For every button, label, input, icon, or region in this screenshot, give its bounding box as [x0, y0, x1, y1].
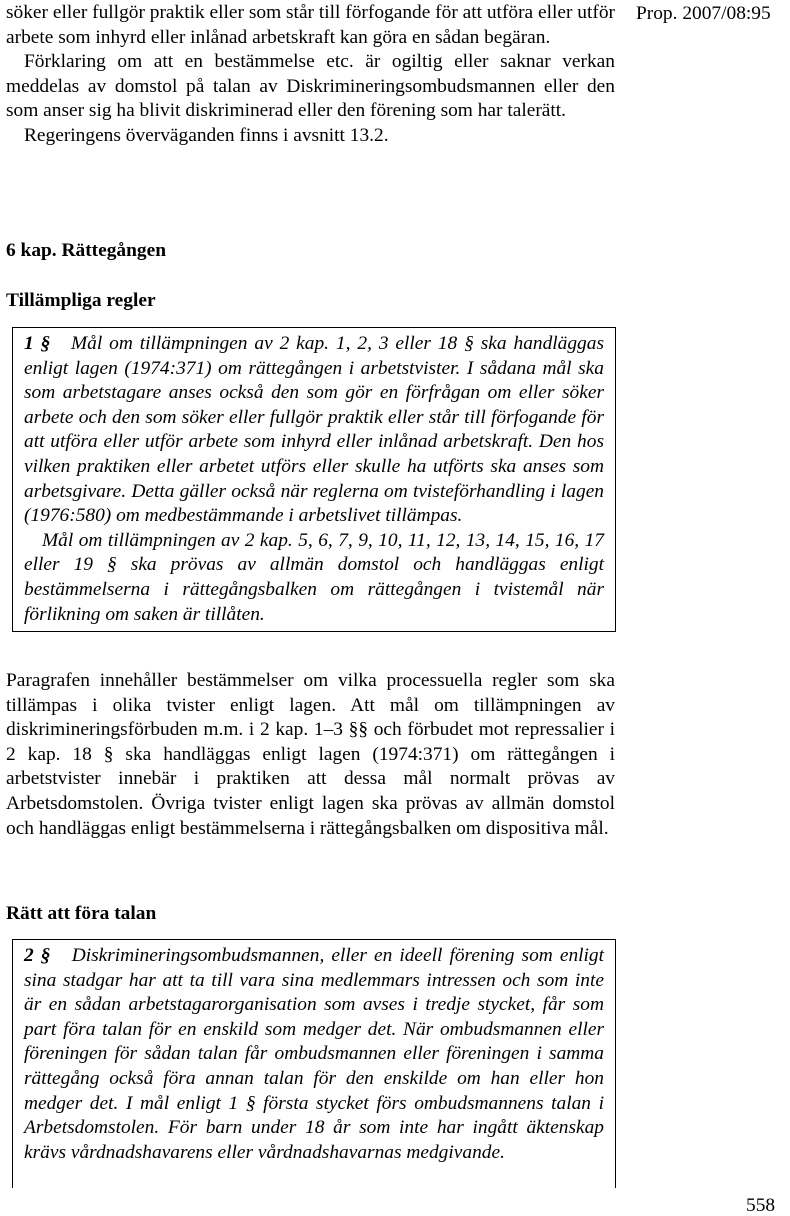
commentary — [6, 669, 615, 841]
intro-paragraph: Förklaring om att en bestämmelse etc. är ogiltig eller saknar verkan meddelas av domstol på talan av Diskrimineringsombudsmannen eller den som anser sig ha blivit diskriminerad eller den förening som har talerätt. — [6, 51, 615, 122]
chapter-title: 6 kap. Rättegången — [6, 240, 166, 261]
section-heading: Tillämpliga regler — [6, 290, 156, 311]
intro-paragraph: söker eller fullgör praktik eller som står till förfogande för att utföra eller utför arbete som inhyrd eller inlånad arbetskraft kan göra en sådan begäran. — [6, 2, 615, 48]
statute-text: Mål om tillämpningen av 2 kap. 1, 2, 3 eller 18 § ska handläggas enligt lagen (1974:371) om rättegången i arbetstvister. I sådana mål ska som arbetstagare anses också den som gör en förfrågan om eller söker arbete och den som söker eller fullgör praktik eller står till förfogande för att utföra eller utför arbete som inhyrd eller inlånad arbetskraft. Den hos vilken praktiken eller arbetet utförs eller skulle ha utförts ska anses som arbetsgivare. Detta gäller också när reglerna om tvisteförhandling i lagen (1976:580) om medbestämmande i arbetslivet tillämpas. — [24, 333, 604, 527]
statute-paragraph — [24, 332, 604, 529]
section-number: 2 § — [24, 945, 51, 966]
document-reference: Prop. 2007/08:95 — [636, 3, 771, 24]
commentary-paragraph: Paragrafen innehåller bestämmelser om vilka processuella regler som ska tillämpas i olika tvister enligt lagen. Att mål om tillämpningen av diskrimineringsförbuden m.m. i 2 kap. 1–3 §§ och förbudet mot repressalier i 2 kap. 18 § ska handläggas enligt lagen (1974:371) om rättegången i arbetstvister innebär i praktiken att dessa mål normalt prövas av Arbetsdomstolen. Övriga tvister enligt lagen ska prövas av allmän domstol och handläggas enligt bestämmelserna i rättegångsbalken om dispositiva mål. — [6, 670, 615, 839]
statute-paragraph — [24, 944, 604, 1165]
page-number: 558 — [746, 1195, 776, 1216]
intro-paragraph: Regeringens överväganden finns i avsnitt 13.2. — [24, 124, 389, 146]
statute-box-1 — [12, 327, 616, 632]
statute-box-2 — [12, 939, 616, 1188]
section-number: 1 § — [24, 333, 51, 354]
statute-text: Diskrimineringsombudsmannen, eller en ideell förening som enligt sina stadgar har att ta till vara sina medlemmars intressen och som inte är en sådan arbetstagarorganisation som avses i tredje stycket, får som part föra talan för en enskild som medger det. När ombudsmannen eller föreningen för sådan talan får ombudsmannen eller föreningen i samma rättegång också föra annan talan för den enskilde om han eller hon medger det. I mål enligt 1 § första stycket förs ombudsmannens talan i Arbetsdomstolen. För barn under 18 år som inte har ingått äktenskap krävs vårdnadshavarens eller vårdnadshavarnas medgivande. — [24, 945, 605, 1163]
intro-text — [6, 1, 615, 149]
section-heading: Rätt att föra talan — [6, 903, 157, 924]
statute-paragraph: Mål om tillämpningen av 2 kap. 5, 6, 7, 9, 10, 11, 12, 13, 14, 15, 16, 17 eller 19 § ska prövas av allmän domstol och handläggas enligt bestämmelserna i rättegångsbalken om rättegången i tvistemål när förlikning om saken är tillåten. — [24, 529, 604, 625]
